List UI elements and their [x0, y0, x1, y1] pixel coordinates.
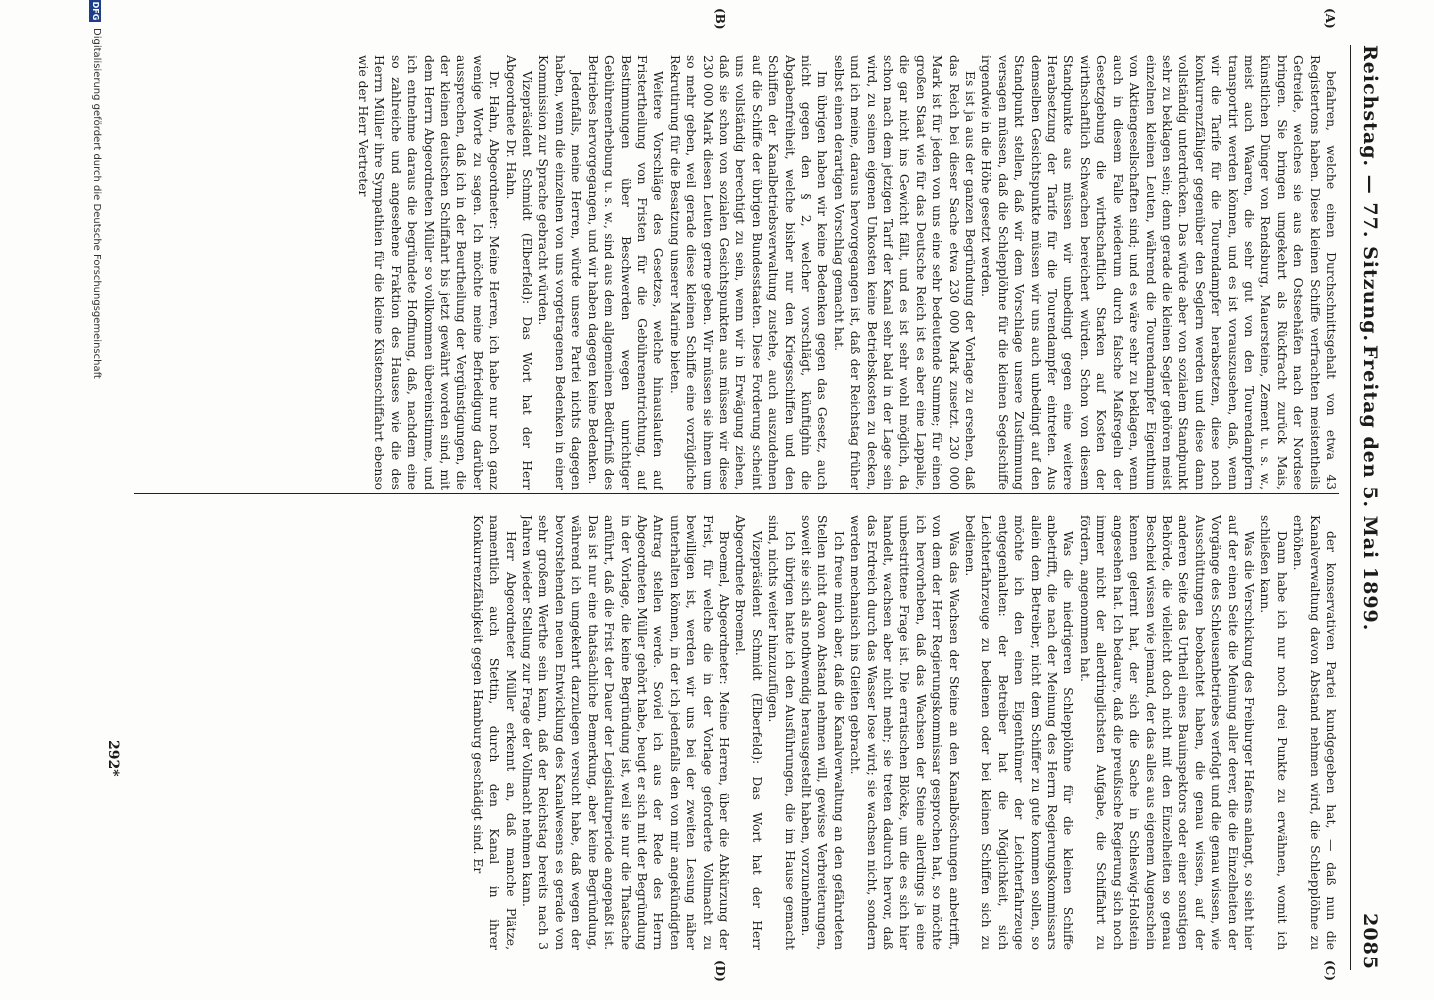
footer-credit: Digitalisierung gefördert durch die Deutsche Forschungsgemeinschaft — [91, 28, 102, 379]
paragraph: Im übrigen haben wir keine Bedenken gegen das Gesetz, auch nicht gegen den § 2, welcher vorschlägt, künftighin die Abgabenfreiheit, welche bisher nur den Kriegsschiffen und den Schiffen der Kanalbetriebsverwaltung zustehe, auch auszudehnen auf die Schiffe der übrigen Bundesstaaten. Diese Forderung scheint uns vollständig berechtigt zu sein, wenn wir in Erwägung ziehen, daß sie schon von sozialen Gesichtspunkten aus müssen wir diese 230 000 Mark diesen Leuten gerne geben. Wir müssen sie ihnen um so mehr geben, weil gerade diese kleinen Schiffe eine vorzügliche Rekrutirung für die Besatzung unserer Marine bieten. — [667, 55, 830, 490]
paragraph: Vizepräsident Schmidt (Elberfeld): Das Wort hat der Herr Abgeordnete Dr. Hahn. — [503, 55, 535, 490]
paragraph: Ich freue mich aber, daß die Kanalverwaltung an den gefährdeten Stellen nicht davon Abstand nehmen will, gewisse Verbreiterungen, soweit sie sich als nothwendig herausgestellt haben, vorzunehmen. — [799, 515, 846, 950]
dfg-logo: DFG — [91, 1, 100, 21]
paragraph: Dr. Hahn, Abgeordneter: Meine Herren, ich habe nur noch ganz wenige Worte zu sagen. Ich möchte meine Befriedigung darüber aussprechen, daß ich in der Beurtheilung der Vergünstigungen, die der kleinen deutschen Schiffahrt bis jetzt gewährt worden sind, mit dem Herrn Abgeordneten Müller so vollkommen übereinstimme, und ich entnehme daraus die begründete Hoffnung, daß, nachdem eine so zahlreiche und angesehene Fraktion des Hauses wie die des Herrn Müller ihre Sympathien für die kleine Küstenschiffahrt ebenso wie der Herr Vertreter — [356, 55, 502, 490]
margin-mark-d: (D) — [713, 960, 727, 982]
page-number: 2085 — [1359, 913, 1381, 970]
page-content — [17, 0, 1417, 1000]
header-session: Reichstag. — 77. Sitzung. — [1359, 45, 1381, 343]
running-header — [1350, 45, 1385, 970]
paragraph: befahren, welche einen Durchschnittsgehalt von etwa 43 Registertons haben. Diese kleinen Schiffe verfrachten meistentheils Getreide, welches sie aus den Ostseehäfen nach der Nordsee bringen. Sie bringen umgekehrt als Rückfracht zurück Mais, künstlichen Dünger von Rendsburg, Mauersteine, Zement u. s. w., meist auch Waaren, die sehr gut von den Tourendampfern transportirt werden können, und es ist vorauszusehen, daß, wenn wir die Tarife für die Tourendampfer herabsetzen, diese noch konkurrenzfähiger gegenüber den Seglern werden und diese dann vollständig unterdrücken. Das würde aber von sozialem Standpunkt sehr zu beklagen sein; denn gerade die kleinen Segler gehören meist einzelnen kleinen Leuten, während die Tourendampfer Eigenthum von Aktiengesellschaften sind; und es wäre sehr zu beklagen, wenn auch in diesem Falle wiederum durch falsche Maßregeln der Gesetzgebung die wirthschaftlich Starken auf Kosten der wirthschaftlich Schwachen bereichert würden. Schon von diesem Standpunkte aus müssen wir unbedingt gegen eine weitere Herabsetzung der Tarife für die Tourendampfer eintreten. Aus demselben Gesichtspunkte müssen wir uns auch unbedingt auf den Standpunkt stellen, daß wir dem Vorschlage unsere Zustimmung versagen müssen, daß die Schlepplöhne für die kleinen Segelschiffe irgendwie in die Höhe gesetzt werden. — [979, 55, 1338, 490]
paragraph: Ich übrigen hatte ich den Ausführungen, die im Hause gemacht sind, nichts weiter hinzuzufügen. — [766, 515, 797, 950]
paragraph: Was die niedrigeren Schlepplöhne für die kleinen Schiffe anbetrifft, die nach der Meinung des Herrn Regierungskommissars allein dem Betreiber, nicht dem Schiffer zu gute kommen sollen, so möchte ich den einen Eigenthümer der Leichterfahrzeuge entgegenhalten: der Betreiber hat die Möglichkeit, sich Leichterfahrzeuge zu bedienen oder bei kleinen Schiffen sich zu bedienen. — [963, 515, 1076, 950]
paragraph: Was das Wachsen der Steine an den Kanalböschungen anbetrifft, von dem der Herr Regierungskommissar gesprochen hat, so möchte ich hervorheben, daß das Wachsen der Steine allerdings ja eine unbestrittene Frage ist. Die erratischen Blöcke, um die es sich hier handelt, wachsen aber nicht mehr; sie treten dadurch hervor, daß das Erdreich durch das Wasser lose wird; sie wachsen nicht, sondern werden mechanisch ins Gleiten gebracht. — [848, 515, 961, 950]
paragraph: Dann habe ich nur noch drei Punkte zu erwähnen, womit ich schließen kann. — [1258, 515, 1289, 950]
margin-mark-b: (B) — [713, 8, 727, 30]
header-date: Freitag den 5. Mai 1899. — [1359, 345, 1381, 632]
paragraph: Vizepräsident Schmidt (Elberfeld): Das Wort hat der Herr Abgeordnete Broemel. — [733, 515, 764, 950]
paragraph: Jedenfalls, meine Herren, würde unsere Partei nichts dagegen haben, wenn die einzelnen von uns vorgetragenen Bedenken in einer Kommission zur Sprache gebracht würden. — [536, 55, 584, 490]
paragraph: Herr Abgeordneter Müller erkennt an, daß manche Plätze, namentlich auch Stettin, durch den Kanal in ihrer Konkurrenzfähigkeit gegen Hamburg geschädigt sind. Er — [470, 515, 518, 950]
paragraph: der konservativen Partei kundgegeben hat, — daß nun die Kanalverwaltung davon Abstand nehmen wird, die Schlepplöhne zu erhöhen. — [1291, 515, 1338, 950]
text-column-left — [129, 55, 1339, 490]
paragraph: Es ist ja aus der ganzen Begründung der Vorlage zu ersehen, daß das Reich bei dieser Sache etwa 230 000 Mark zusetzt. 230 000 Mark ist für jeden von uns eine sehr bedeutende Summe; für einen großen Staat wie für das Deutsche Reich ist es aber eine Lappalie, die gar nicht ins Gewicht fällt, und es ist sehr wohl möglich, da schon nach dem jetzigen Tarif der Kanal sehr bald in der Lage sein wird, zu seinen eigenen Unkosten keine Betriebskosten zu decken, und ich meine, daraus hervorgegangen ist, daß der Reichstag früher selbst einen derartigen Vorschlag gemacht hat. — [831, 55, 978, 490]
margin-mark-c: (C) — [1323, 960, 1337, 981]
paragraph: Weitere Vorschläge des Gesetzes, welche hinauslaufen auf Fristertheilung von Fristen für die Gebührenentrichtung, auf Bestimmungen über Beschwerden wegen unrichtiger Gebührenerhebung u. s. w., sind aus dem allgemeinen Bedürfniß des Betriebes hervorgegangen, und wir haben dagegen keine Bedenken. — [585, 55, 666, 490]
column-divider — [134, 493, 1339, 494]
margin-mark-a: (A) — [1323, 8, 1337, 29]
text-column-right — [129, 515, 1339, 950]
digitization-footer — [77, 0, 107, 1000]
signature-mark: 292* — [105, 740, 121, 777]
paragraph: Broemel, Abgeordneter: Meine Herren, über die Abkürzung der Frist, für welche die in der Vorlage geforderte Vollmacht zu bewilligen ist, werden wir uns bei der zweiten Lesung näher unterhalten können, in der ich jedenfalls den von mir angekündigten Antrag stellen werde. Soviel ich aus der Rede des Herrn Abgeordneten Müller gehört habe, beugt er sich mit der Begründung in der Vorlage, die keine Begründung ist, weil sie nur die Thatsache anführt, daß die Frist der Dauer der Legislaturperiode angepaßt ist. Das ist nur eine thatsächliche Bemerkung, aber keine Begründung, während ich umgekehrt darzulegen versucht habe, daß wegen der bevorstehenden neuen Entwicklung des Kanalwesens es gerade von sehr großem Werthe sein kann, daß der Reichstag bereits nach 3 Jahren wieder Stellung zur Frage der Vollmacht nehmen kann. — [520, 515, 731, 950]
paragraph: Was die Verschickung des Freiburger Hafens anlangt, so sieht hier auf der einen Seite die Meinung aller derer, die die Einzelheiten der Vorgänge des Schleusenbetriebes verfolgt und die genau wissen, wie Ausschüttungen beobachtet haben, die genau wissen, auf der anderen Seite das Urtheil eines Bauinspektors oder einer sonstigen Behörde, die vielleicht doch nicht mit den Einzelheiten so genau Bescheid wissen wie jemand, der das alles aus eigenem Augenschein kennen gelernt hat, der sich die Sache in Schleswig-Holstein angesehen hat. Ich bedaure, daß die preußische Regierung sich noch immer nicht der allerdringlichsten Aufgabe, die Schiffahrt zu fördern, angenommen hat. — [1077, 515, 1256, 950]
